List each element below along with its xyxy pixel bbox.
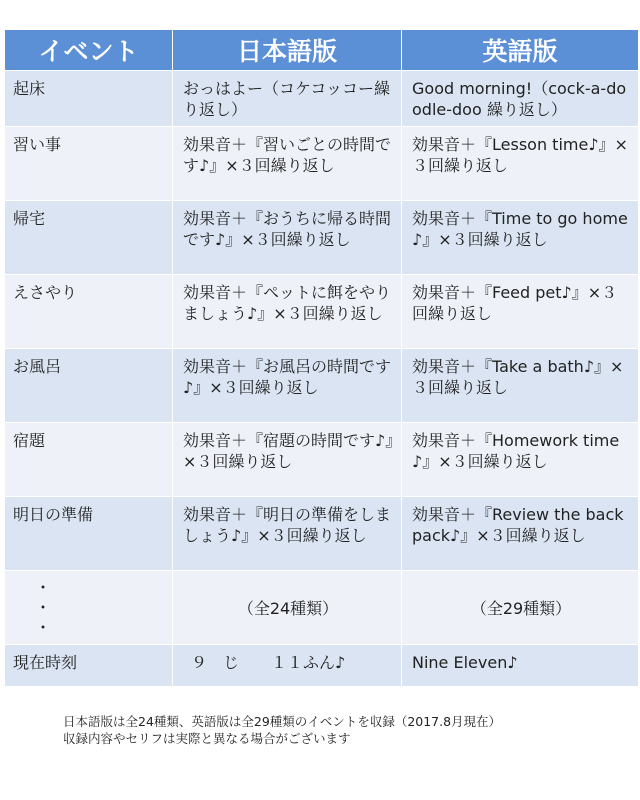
table-row: [5, 275, 639, 349]
table-header-row: [5, 30, 639, 71]
event-cell: 習い事: [5, 127, 173, 201]
footnote-line: 日本語版は全24種類、英語版は全29種類のイベントを収録（2017.8月現在）: [63, 714, 502, 729]
table-row: [5, 201, 639, 275]
event-cell: えさやり: [5, 275, 173, 349]
event-cell: お風呂: [5, 349, 173, 423]
table-row: [5, 71, 639, 127]
ellipsis-dot: ・: [35, 577, 52, 597]
event-cell: 明日の準備: [5, 497, 173, 571]
japanese-cell: 効果音＋『お風呂の時間です♪』×３回繰り返し: [173, 349, 402, 423]
ellipsis-dot: ・: [35, 597, 52, 617]
ellipsis-row: [5, 571, 639, 645]
english-cell: 効果音＋『Time to go home♪』×３回繰り返し: [402, 201, 639, 275]
english-total-cell: （全29種類）: [402, 571, 639, 645]
japanese-cell: 効果音＋『習いごとの時間です♪』×３回繰り返し: [173, 127, 402, 201]
english-cell: 効果音＋『Homework time♪』×３回繰り返し: [402, 423, 639, 497]
english-cell: 効果音＋『Lesson time♪』×３回繰り返し: [402, 127, 639, 201]
table-row: [5, 127, 639, 201]
footnote-line: 収録内容やセリフは実際と異なる場合がございます: [63, 731, 351, 746]
japanese-cell: 効果音＋『明日の準備をしましょう♪』×３回繰り返し: [173, 497, 402, 571]
japanese-cell: 効果音＋『ペットに餌をやりましょう♪』×３回繰り返し: [173, 275, 402, 349]
event-table-container: [4, 29, 638, 687]
japanese-cell: 効果音＋『宿題の時間です♪』×３回繰り返し: [173, 423, 402, 497]
english-cell: Good morning!（cock-a-doodle-doo 繰り返し）: [402, 71, 639, 127]
japanese-cell: 効果音＋『おうちに帰る時間です♪』×３回繰り返し: [173, 201, 402, 275]
event-table: [4, 29, 639, 687]
ellipsis-dot: ・: [35, 617, 52, 637]
table-row: [5, 497, 639, 571]
japanese-cell: ９ じ １１ふん♪: [173, 645, 402, 687]
english-cell: 効果音＋『Take a bath♪』×３回繰り返し: [402, 349, 639, 423]
footnotes: [63, 713, 501, 747]
event-cell: 起床: [5, 71, 173, 127]
header-japanese-version: 日本語版: [173, 30, 402, 71]
header-english-version: 英語版: [402, 30, 639, 71]
current-time-row: [5, 645, 639, 687]
event-cell: 現在時刻: [5, 645, 173, 687]
event-cell: 帰宅: [5, 201, 173, 275]
event-cell: 宿題: [5, 423, 173, 497]
japanese-cell: おっはよー（コケコッコー繰り返し）: [173, 71, 402, 127]
english-cell: 効果音＋『Feed pet♪』×３回繰り返し: [402, 275, 639, 349]
ellipsis-dots: [5, 571, 173, 645]
english-cell: Nine Eleven♪: [402, 645, 639, 687]
table-row: [5, 423, 639, 497]
table-row: [5, 349, 639, 423]
english-cell: 効果音＋『Review the backpack♪』×３回繰り返し: [402, 497, 639, 571]
header-event: イベント: [5, 30, 173, 71]
japanese-total-cell: （全24種類）: [173, 571, 402, 645]
